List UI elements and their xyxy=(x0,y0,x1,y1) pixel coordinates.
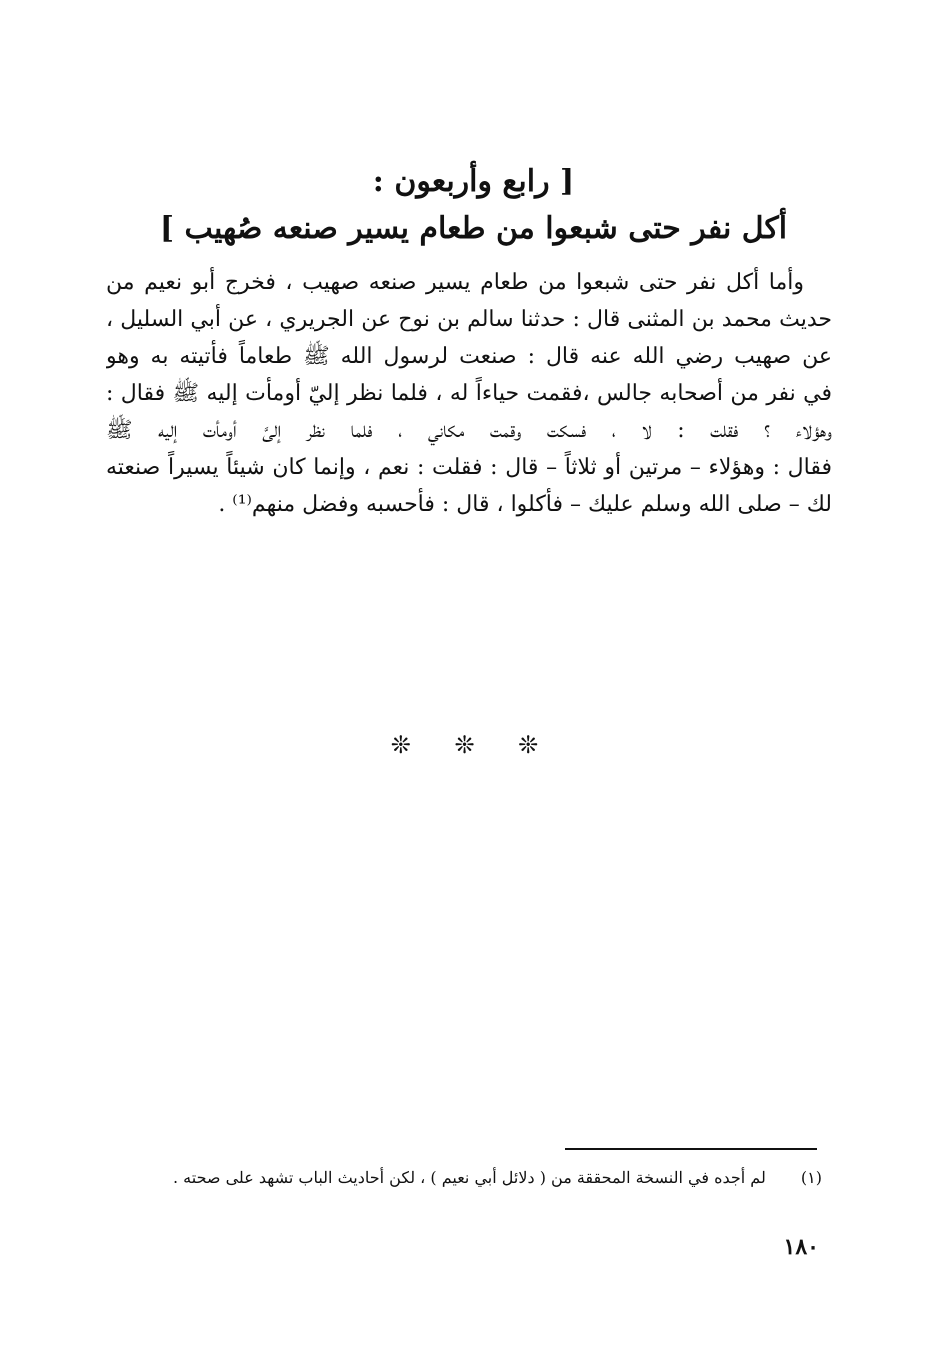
body-line-7: لك – صلى الله وسلم عليك – فأكلوا ، قال : فأحسبه وفضل منهم⁽¹⁾ . xyxy=(218,492,832,517)
page-number: ١٨٠ xyxy=(783,1234,819,1260)
footnote-divider xyxy=(565,1148,817,1150)
footnote-text: لم أجده في النسخة المحققة من ( دلائل أبي نعيم ) ، لكن أحاديث الباب تشهد على صحته . xyxy=(172,1168,766,1187)
body-line-4: في نفر من أصحابه جالس ،فقمت حياءاً له ، فلما نظر إليّ أومأت إليه ﷺ فقال : xyxy=(106,381,832,406)
body-line-1: وأما أكل نفر حتى شبعوا من طعام يسير صنعه صهيب ، فخرج أبو نعيم من xyxy=(106,270,804,295)
footnote-number: (١) xyxy=(800,1168,822,1187)
body-paragraph xyxy=(106,264,832,523)
section-separator-stars: ❊ ❊ ❊ xyxy=(390,731,557,759)
body-line-3: عن صهيب رضي الله عنه قال : صنعت لرسول الله ﷺ طعاماً فأتيته به وهو xyxy=(106,344,832,369)
footnote xyxy=(132,1165,822,1191)
section-title-heading: أكل نفر حتى شبعوا من طعام يسير صنعه صُهيب ] xyxy=(159,211,788,246)
section-number-heading: [ رابع وأربعون : xyxy=(372,164,575,199)
body-line-5: وهؤلاء ؟ فقلت : لا ، فسكت وقمت مكاني ، فلما نظر إلىَّ أومأت إليه ﷺ xyxy=(106,418,832,443)
body-line-2: حديث محمد بن المثنى قال : حدثنا سالم بن نوح عن الجريري ، عن أبي السليل ، xyxy=(106,307,832,332)
body-line-6: فقال : وهؤلاء – مرتين أو ثلاثاً – قال : فقلت : نعم ، وإنما كان شيئاً يسيراً صنعته xyxy=(106,455,832,480)
